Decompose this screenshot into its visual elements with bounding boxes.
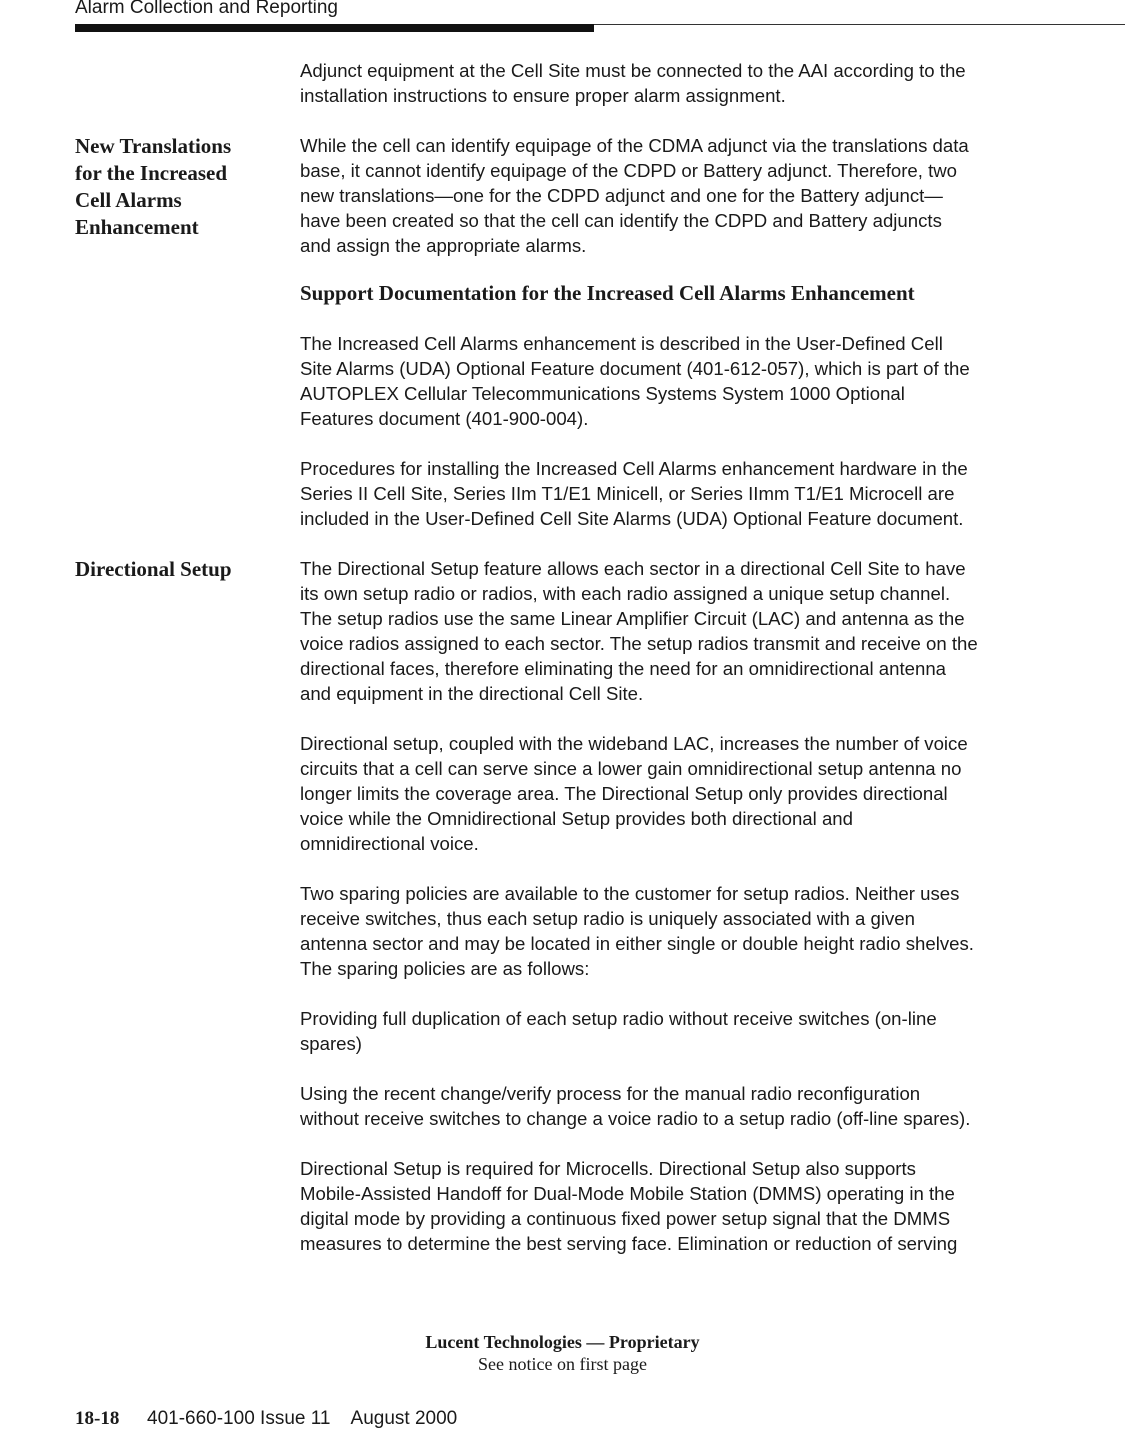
running-header-title: Alarm Collection and Reporting	[75, 0, 338, 18]
heading-line: for the Increased	[75, 161, 228, 185]
intro-paragraph	[300, 58, 1060, 108]
footer-see-notice: See notice on first page	[478, 1354, 647, 1374]
text-line: The Increased Cell Alarms enhancement is described in the User-Defined Cell	[300, 333, 943, 354]
support-paragraph-1	[300, 331, 1060, 431]
text-line: spares)	[300, 1033, 363, 1054]
text-line: installation instructions to ensure proper alarm assignment.	[300, 85, 786, 106]
text-line: included in the User-Defined Cell Site Alarms (UDA) Optional Feature document.	[300, 508, 964, 529]
text-line: circuits that a cell can serve since a lower gain omnidirectional setup antenna no	[300, 758, 962, 779]
text-line: While the cell can identify equipage of the CDMA adjunct via the translations data	[300, 135, 969, 156]
directional-paragraph-2	[300, 731, 1060, 856]
text-line: and equipment in the directional Cell Site.	[300, 683, 644, 704]
directional-paragraph-1	[300, 556, 1060, 706]
text-line: without receive switches to change a voice radio to a setup radio (off-line spares).	[300, 1108, 971, 1129]
side-heading-new-translations	[75, 133, 280, 241]
text-line: Directional setup, coupled with the wideband LAC, increases the number of voice	[300, 733, 968, 754]
subheading-support-documentation: Support Documentation for the Increased Cell Alarms Enhancement	[300, 281, 915, 305]
text-line: digital mode by providing a continuous fixed power setup signal that the DMMS	[300, 1208, 951, 1229]
translations-paragraph	[300, 133, 1060, 258]
directional-paragraph-3	[300, 881, 1060, 981]
text-line: antenna sector and may be located in either single or double height radio shelves.	[300, 933, 974, 954]
support-paragraph-2	[300, 456, 1060, 531]
text-line: measures to determine the best serving face. Elimination or reduction of serving	[300, 1233, 958, 1254]
text-line: voice while the Omnidirectional Setup provides both directional and	[300, 808, 853, 829]
text-line: Features document (401-900-004).	[300, 408, 589, 429]
text-line: new translations—one for the CDPD adjunct and one for the Battery adjunct—	[300, 185, 943, 206]
directional-paragraph-6	[300, 1156, 1060, 1256]
heading-line: Cell Alarms	[75, 188, 182, 212]
text-line: Series II Cell Site, Series IIm T1/E1 Minicell, or Series IImm T1/E1 Microcell are	[300, 483, 955, 504]
text-line: longer limits the coverage area. The Directional Setup only provides directional	[300, 783, 948, 804]
text-line: The sparing policies are as follows:	[300, 958, 590, 979]
text-line: have been created so that the cell can identify the CDPD and Battery adjuncts	[300, 210, 942, 231]
text-line: Adjunct equipment at the Cell Site must be connected to the AAI according to the	[300, 60, 966, 81]
text-line: receive switches, thus each setup radio is uniquely associated with a given	[300, 908, 915, 929]
heading-line: New Translations	[75, 134, 232, 158]
text-line: Procedures for installing the Increased Cell Alarms enhancement hardware in the	[300, 458, 968, 479]
text-line: Site Alarms (UDA) Optional Feature document (401-612-057), which is part of the	[300, 358, 970, 379]
footer-proprietary-notice: Lucent Technologies — Proprietary	[425, 1332, 700, 1352]
text-line: Two sparing policies are available to the customer for setup radios. Neither uses	[300, 883, 960, 904]
text-line: and assign the appropriate alarms.	[300, 235, 587, 256]
heading-line: Enhancement	[75, 215, 199, 239]
text-line: Providing full duplication of each setup radio without receive switches (on-line	[300, 1008, 937, 1029]
text-line: The setup radios use the same Linear Amplifier Circuit (LAC) and antenna as the	[300, 608, 965, 629]
text-line: The Directional Setup feature allows each sector in a directional Cell Site to have	[300, 558, 966, 579]
text-line: Directional Setup is required for Microcells. Directional Setup also supports	[300, 1158, 916, 1179]
header-bar	[75, 24, 594, 32]
side-heading-directional-setup: Directional Setup	[75, 557, 232, 581]
text-line: its own setup radio or radios, with each radio assigned a unique setup channel.	[300, 583, 951, 604]
text-line: base, it cannot identify equipage of the CDPD or Battery adjunct. Therefore, two	[300, 160, 958, 181]
text-line: Using the recent change/verify process for the manual radio reconfiguration	[300, 1083, 921, 1104]
directional-paragraph-4	[300, 1006, 1060, 1056]
directional-paragraph-5	[300, 1081, 1060, 1131]
page-number: 18-18	[75, 1408, 120, 1429]
text-line: omnidirectional voice.	[300, 833, 479, 854]
text-line: directional faces, therefore eliminating the need for an omnidirectional antenna	[300, 658, 947, 679]
text-line: voice radios assigned to each sector. The setup radios transmit and receive on the	[300, 633, 978, 654]
text-line: AUTOPLEX Cellular Telecommunications Systems System 1000 Optional	[300, 383, 905, 404]
text-line: Mobile-Assisted Handoff for Dual-Mode Mobile Station (DMMS) operating in the	[300, 1183, 955, 1204]
document-info: 401-660-100 Issue 11 August 2000	[147, 1408, 458, 1429]
